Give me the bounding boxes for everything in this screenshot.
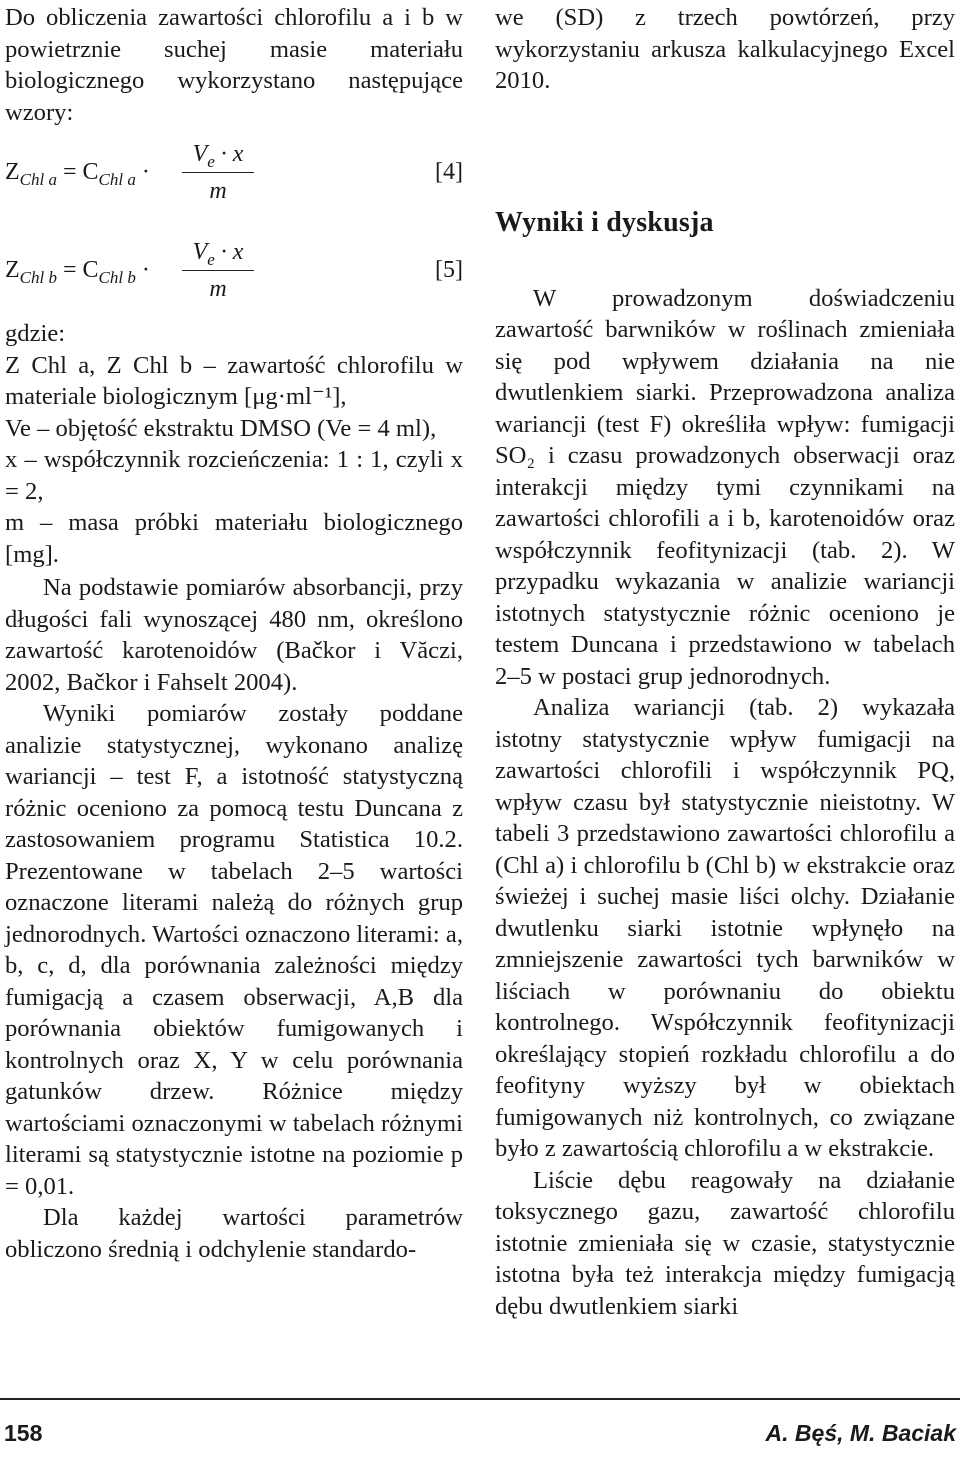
formula-5 [5,234,463,318]
page-footer [0,1398,960,1477]
right-column [495,0,955,1322]
paragraph-mean-sd: Dla każdej wartości parametrów obliczono średnią i odchylenie standardo- [5,1204,463,1263]
definitions [5,318,463,570]
formula-5-lhs: $Z_{Chl b} = C_{Chl b}$ · [5,257,150,287]
left-column [5,0,463,1265]
definition-ve: Ve – objętość ekstraktu DMSO (Ve = 4 ml), [5,414,437,442]
definition-chl: Z Chl a, Z Chl b – zawartość chlorofilu w materiale biologicznym [μg·ml⁻¹], [5,351,463,410]
formula-4-number: [4] [435,159,463,185]
gdzie-label: gdzie: [5,320,66,347]
paragraph-statistics: Wyniki pomiarów zostały poddane analizie statystycznej, wykonano analizę wariancji – test F, a istotność statystyczną różnic oceniono za pomocą testu Duncana z zastosowaniem programu Statistica 10.2. Prezentowane w tabelach 2–5 wartości oznaczone literami należą do różnych grup jednorodnych. Wartości oznaczono literami: a, b, c, d, dla porównania zależności między fumigacją a czasem obserwacji, A,B dla porównania obiektów fumigowanych i kontrolnych oraz X, Y w celu porównania gatunków drzew. Różnice między wartościami oznaczonymi w tabelach różnymi literami są statystycznie istotne na poziomie p = 0,01. [5,700,463,1200]
authors: A. Bęś, M. Baciak [765,1420,956,1446]
paragraph-results-3: Liście dębu reagowały na działanie toksycznego gazu, zawartość chlorofilu istotnie zmieniała się w czasie, statystycznie istotna była też interakcja między fumigacją dębu dwutlenkiem siarki [495,1166,955,1320]
intro-paragraph: Do obliczenia zawartości chlorofilu a i b w powietrznie suchej masie materiału biologicznego wykorzystano następujące wzory: [5,4,463,126]
formula-4 [5,136,463,220]
section-heading: Wyniki i dyskusja [495,206,714,238]
paragraph-carotenoids: Na podstawie pomiarów absorbancji, przy długości fali wynoszącej 480 nm, określono zawartość karotenoidów (Bačkor i Văczi, 2002, Bačkor i Fahselt 2004). [5,574,463,696]
page-number: 158 [4,1420,43,1446]
formula-4-lhs: $Z_{Chl a} = C_{Chl a}$ · [5,159,150,189]
paragraph-results-1: W prowadzonym doświadczeniu zawartość barwników w roślinach zmieniała się pod wpływem działania na nie dwutlenkiem siarki. Przeprowadzona analiza wariancji (test F) określiła wpływ: fumigacji SO₂ i czasu prowadzonych obserwacji oraz interakcji między tymi czynnikami na zawartości chlorofili a i b, karotenoidów oraz współczynnik feofitynizacji (tab. 2). W przypadku wykazania w analizie wariancji istotnych statystycznie różnic oceniono je testem Duncana i przedstawiono w tabelach 2–5 w postaci grup jednorodnych. [495,284,955,690]
paragraph-continuation: we (SD) z trzech powtórzeń, przy wykorzystaniu arkusza kalkulacyjnego Excel 2010. [495,4,955,94]
definition-x: x – współczynnik rozcieńczenia: 1 : 1, czyli x = 2, [5,446,463,505]
footer-rule [0,1398,960,1400]
paragraph-results-2: Analiza wariancji (tab. 2) wykazała istotny statystycznie wpływ fumigacji na zawartości chlorofili i współczynnik PQ, wpływ czasu był statystycznie nieistotny. W tabeli 3 przedstawiono zawartości chlorofilu a (Chl a) i chlorofilu b (Chl b) w ekstrakcie oraz świeżej i suchej masie liści olchy. Działanie dwutlenku siarki istotnie wpłynęło na zmniejszenie zawartości tych barwników w liściach w porównaniu do obiektu kontrolnego. Współczynnik feofitynizacji określający stopień rozkładu chlorofilu a do feofityny wyższy był w obiektach fumigowanych niż kontrolnych, co związane było z zawartością chlorofilu a w ekstrakcie. [495,694,955,1162]
formula-5-fraction: $V_e \cdot x$ m [180,234,256,307]
definition-m: m – masa próbki materiału biologicznego [mg]. [5,509,463,568]
formula-4-fraction: $V_e \cdot x$ m [180,136,256,209]
formula-5-number: [5] [435,257,463,283]
